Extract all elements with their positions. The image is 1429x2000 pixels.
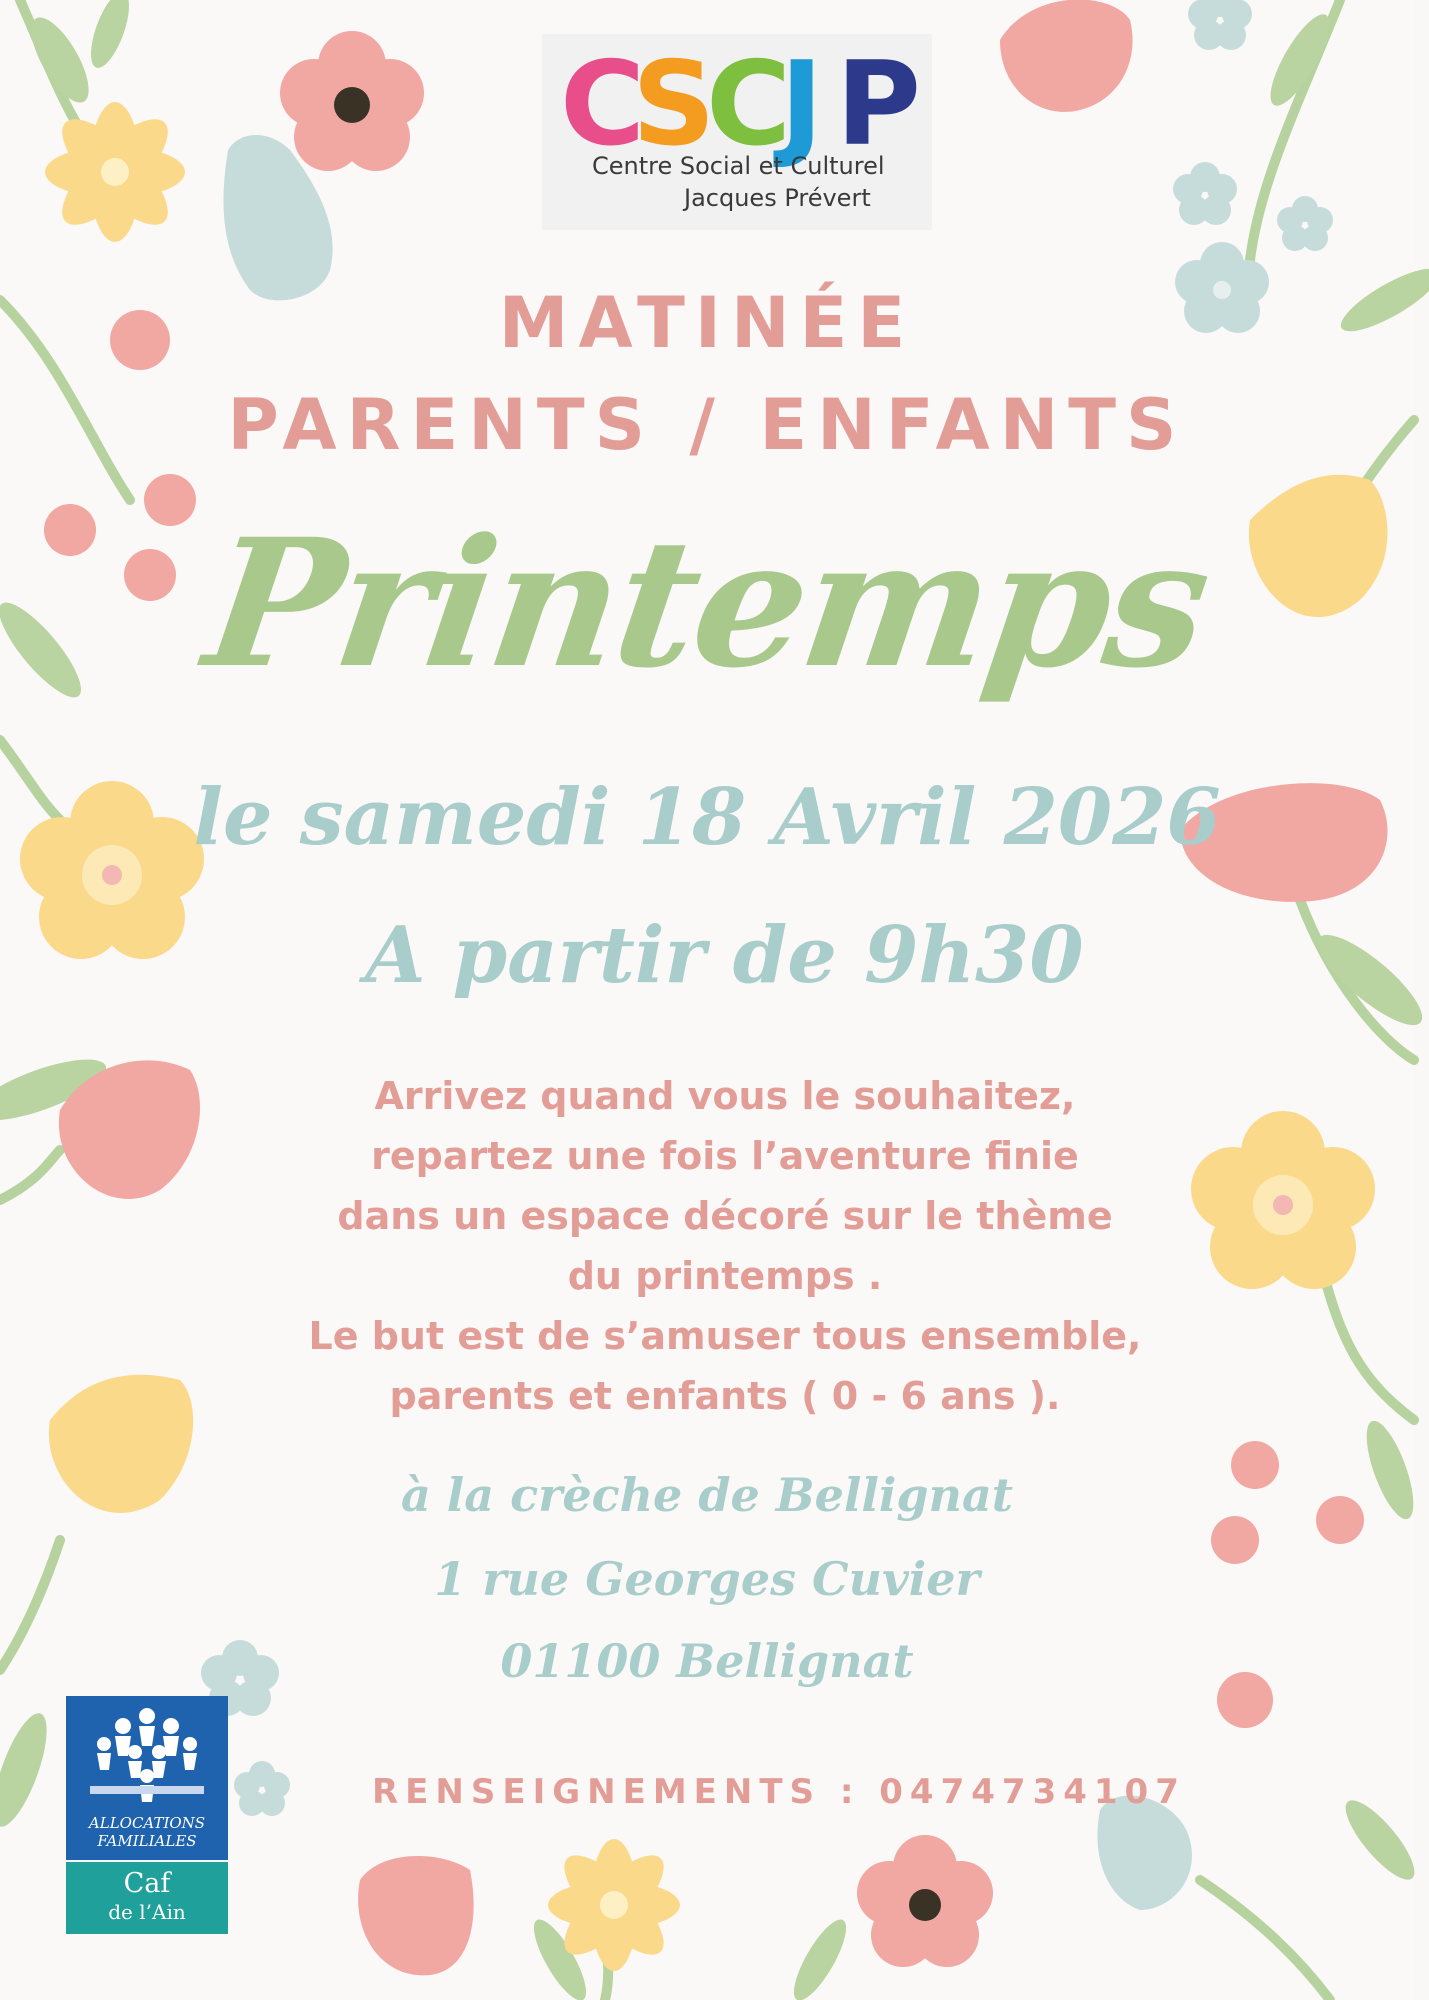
caf-logo — [66, 1696, 228, 1934]
headline-line2: PARENTS / ENFANTS — [227, 384, 1187, 466]
logo-letter: S — [632, 37, 716, 172]
headline-line1: MATINÉE — [498, 282, 916, 364]
event-date: le samedi 18 Avril 2026 — [193, 772, 1221, 863]
event-title: Printemps — [195, 500, 1219, 707]
logo-letter: C — [706, 37, 792, 172]
caf-logo-top — [66, 1696, 228, 1860]
description-line: repartez une fois l’aventure finie — [371, 1134, 1079, 1178]
description-line: parents et enfants ( 0 - 6 ans ). — [389, 1374, 1061, 1418]
logo-subtitle-line1: Centre Social et Culturel — [592, 152, 885, 180]
event-time: A partir de 9h30 — [365, 910, 1084, 1001]
address-city: 01100 Bellignat — [500, 1634, 914, 1688]
description-line: Arrivez quand vous le souhaitez, — [374, 1074, 1076, 1118]
description-line: dans un espace décoré sur le thème — [337, 1194, 1113, 1238]
address-place: à la crèche de Bellignat — [400, 1468, 1014, 1522]
caf-text-caf: Caf — [123, 1868, 171, 1899]
logo-letter: J — [780, 37, 824, 172]
family-people-icon — [90, 1706, 204, 1804]
contact-info: RENSEIGNEMENTS : 0474734107 — [372, 1772, 1186, 1812]
caf-text-familiales: FAMILIALES — [97, 1832, 197, 1850]
caf-text-region: de l’Ain — [108, 1900, 186, 1924]
event-description — [250, 1066, 1200, 1426]
logo-letter: C — [560, 37, 646, 172]
address-street: 1 rue Georges Cuvier — [434, 1552, 980, 1606]
logo-letter: P — [836, 37, 922, 172]
description-line: du printemps . — [567, 1254, 883, 1298]
logo-subtitle-line2: Jacques Prévert — [684, 184, 871, 212]
caf-text-allocations: ALLOCATIONS — [88, 1814, 206, 1832]
description-line: Le but est de s’amuser tous ensemble, — [308, 1314, 1142, 1358]
cscjp-logo — [542, 34, 932, 230]
